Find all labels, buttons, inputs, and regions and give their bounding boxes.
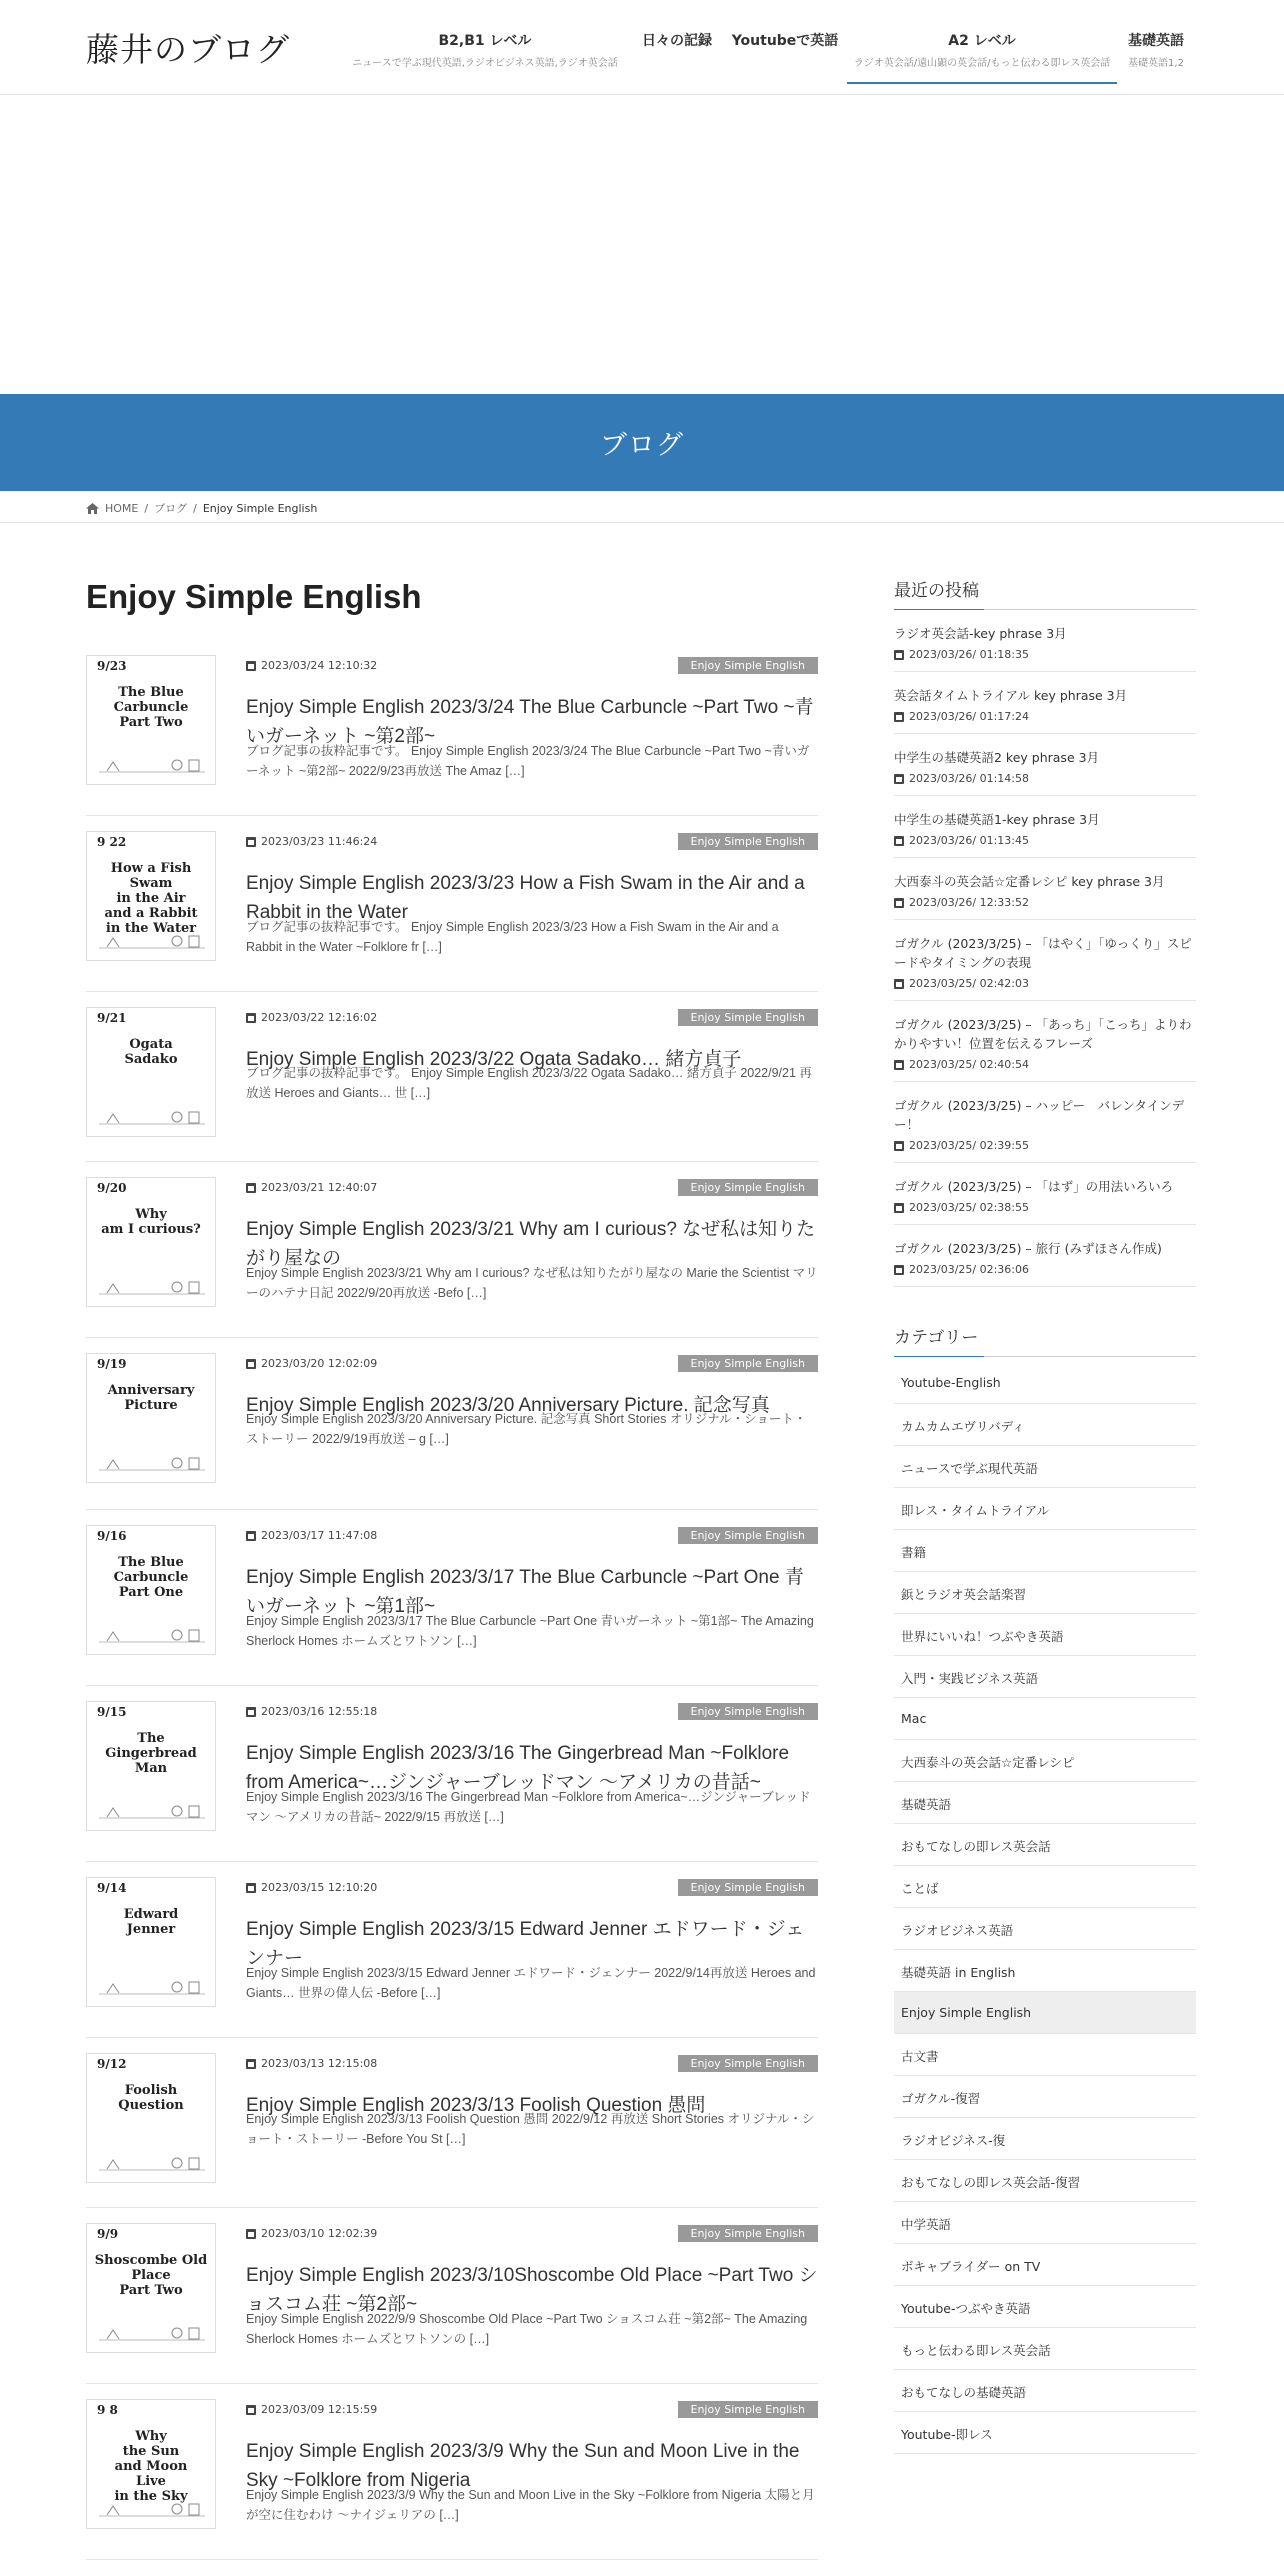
recent-post-date bbox=[894, 710, 1196, 723]
calendar-icon bbox=[246, 2059, 256, 2069]
category-item[interactable]: ことば bbox=[894, 1866, 1196, 1908]
site-header bbox=[0, 0, 1284, 95]
recent-post-item[interactable] bbox=[894, 858, 1196, 920]
category-item[interactable]: Youtube-即レス bbox=[894, 2412, 1196, 2454]
recent-post-item[interactable] bbox=[894, 610, 1196, 672]
category-item[interactable]: 古文書 bbox=[894, 2034, 1196, 2076]
post-date-text: 2023/03/17 11:47:08 bbox=[261, 1529, 378, 1542]
page-title: Enjoy Simple English bbox=[86, 578, 422, 615]
calendar-icon bbox=[246, 1883, 256, 1893]
calendar-icon bbox=[894, 712, 904, 722]
post-date-text: 2023/03/20 12:02:09 bbox=[261, 1357, 378, 1370]
categories-heading: カテゴリー bbox=[894, 1323, 1196, 1357]
nav-item-label: 日々の記録 bbox=[642, 33, 712, 49]
category-item[interactable]: ニュースで学ぶ現代英語 bbox=[894, 1446, 1196, 1488]
post-thumbnail[interactable] bbox=[86, 655, 216, 785]
thumbnail-illustration bbox=[99, 1454, 205, 1472]
category-item[interactable]: 即レス・タイムトライアル bbox=[894, 1488, 1196, 1530]
nav-item-b2b1[interactable] bbox=[350, 30, 620, 69]
recent-post-item[interactable] bbox=[894, 796, 1196, 858]
category-badge[interactable]: Enjoy Simple English bbox=[678, 1355, 819, 1372]
recent-post-title[interactable]: ゴガクル (2023/3/25) – 「あっち」「こっち」よりわかりやすい！位置を伝えるフレーズ bbox=[894, 1017, 1192, 1051]
calendar-icon bbox=[246, 2229, 256, 2239]
post-date-text: 2023/03/21 12:40:07 bbox=[261, 1181, 378, 1194]
category-item[interactable]: Youtube-つぶやき英語 bbox=[894, 2286, 1196, 2328]
calendar-icon bbox=[246, 661, 256, 671]
thumbnail-date: 9/12 bbox=[97, 2057, 127, 2071]
recent-post-item[interactable] bbox=[894, 1225, 1196, 1287]
nav-item-sub: ニュースで学ぶ現代英語,ラジオビジネス英語,ラジオ英会話 bbox=[352, 58, 618, 69]
category-item[interactable]: 中学英語 bbox=[894, 2202, 1196, 2244]
nav-item-label: 基礎英語 bbox=[1128, 33, 1184, 49]
category-item[interactable]: 基礎英語 bbox=[894, 1782, 1196, 1824]
recent-post-date bbox=[894, 1201, 1196, 1214]
post-excerpt: Enjoy Simple English 2023/3/20 Anniversary Picture. 記念写真 Short Stories オリジナル・ショート・ストーリー 2022/9/19再放送 – g […] bbox=[246, 1412, 807, 1446]
post-item bbox=[86, 1510, 818, 1686]
post-title-link[interactable]: Enjoy Simple English 2023/3/13 Foolish Question 愚問 bbox=[246, 2095, 706, 2116]
thumbnail-date: 9/19 bbox=[97, 1357, 127, 1371]
recent-post-item[interactable] bbox=[894, 1001, 1196, 1082]
post-title-link[interactable]: Enjoy Simple English 2023/3/9 Why the Sun and Moon Live in the Sky ~Folklore from Nigeria bbox=[246, 2441, 800, 2491]
post-date bbox=[246, 2227, 377, 2240]
category-badge[interactable]: Enjoy Simple English bbox=[678, 1009, 819, 1026]
category-item[interactable]: ラジオビジネス英語 bbox=[894, 1908, 1196, 1950]
nav-item-label: Youtubeで英語 bbox=[731, 33, 839, 49]
post-item bbox=[86, 1338, 818, 1510]
post-excerpt: Enjoy Simple English 2022/9/9 Shoscombe Old Place ~Part Two ショスコム荘 ~第2部~ The Amazing Sherlock Homes ホームズとワトソンの […] bbox=[246, 2312, 808, 2346]
recent-post-title[interactable]: ゴガクル (2023/3/25) – 「はず」の用法いろいろ bbox=[894, 1179, 1174, 1194]
sidebar bbox=[894, 576, 1196, 2454]
thumbnail-illustration bbox=[99, 756, 205, 774]
category-item[interactable]: Enjoy Simple English bbox=[894, 1992, 1196, 2034]
post-excerpt: Enjoy Simple English 2023/3/15 Edward Jenner エドワード・ジェンナー 2022/9/14再放送 Heroes and Giants… 世界の偉人伝 -Before […] bbox=[246, 1966, 816, 2000]
post-date bbox=[246, 1357, 377, 1370]
recent-post-item[interactable] bbox=[894, 1163, 1196, 1225]
thumbnail-title: Why am I curious? bbox=[101, 1207, 201, 1237]
calendar-icon bbox=[894, 836, 904, 846]
calendar-icon bbox=[894, 650, 904, 660]
recent-post-title[interactable]: 中学生の基礎英語2 key phrase 3月 bbox=[894, 750, 1100, 765]
post-date bbox=[246, 1181, 377, 1194]
post-date-text: 2023/03/13 12:15:08 bbox=[261, 2057, 378, 2070]
post-thumbnail[interactable] bbox=[86, 2053, 216, 2183]
recent-post-title[interactable]: 英会話タイムトライアル key phrase 3月 bbox=[894, 688, 1128, 703]
post-date bbox=[246, 659, 377, 672]
calendar-icon bbox=[894, 774, 904, 784]
post-thumbnail[interactable] bbox=[86, 1877, 216, 2007]
home-icon bbox=[86, 503, 99, 514]
post-excerpt: Enjoy Simple English 2023/3/13 Foolish Question 愚問 2022/9/12 再放送 Short Stories オリジナル・ショート・ストーリー -Before You St […] bbox=[246, 2112, 815, 2146]
recent-post-date-text: 2023/03/26/ 01:18:35 bbox=[909, 648, 1030, 661]
post-date-text: 2023/03/22 12:16:02 bbox=[261, 1011, 378, 1024]
post-thumbnail[interactable] bbox=[86, 1353, 216, 1483]
post-thumbnail[interactable] bbox=[86, 1701, 216, 1831]
category-item[interactable]: 書籍 bbox=[894, 1530, 1196, 1572]
post-date-text: 2023/03/10 12:02:39 bbox=[261, 2227, 378, 2240]
thumbnail-date: 9/14 bbox=[97, 1881, 127, 1895]
calendar-icon bbox=[894, 1141, 904, 1151]
category-item[interactable]: ラジオビジネス-復 bbox=[894, 2118, 1196, 2160]
thumbnail-illustration bbox=[99, 2500, 205, 2518]
category-item[interactable]: 入門・実践ビジネス英語 bbox=[894, 1656, 1196, 1698]
calendar-icon bbox=[894, 979, 904, 989]
post-list bbox=[86, 640, 818, 2560]
thumbnail-title: How a Fish Swam in the Air and a Rabbit in the Water bbox=[104, 861, 198, 936]
nav-item-label: B2,B1 レベル bbox=[438, 33, 532, 49]
post-excerpt: Enjoy Simple English 2023/3/9 Why the Sun and Moon Live in the Sky ~Folklore from Nigeria 太陽と月が空に住むわけ 〜ナイジェリアの […] bbox=[246, 2488, 815, 2522]
post-title-link[interactable]: Enjoy Simple English 2023/3/15 Edward Jenner エドワード・ジェンナー bbox=[246, 1919, 805, 1969]
post-item bbox=[86, 2384, 818, 2560]
thumbnail-date: 9 8 bbox=[97, 2403, 118, 2417]
nav-item-daily[interactable] bbox=[632, 30, 722, 50]
post-date-text: 2023/03/24 12:10:32 bbox=[261, 659, 378, 672]
post-excerpt: ブログ記事の抜粋記事です。 Enjoy Simple English 2023/3/24 The Blue Carbuncle ~Part Two ~青いガーネット ~第2部~ 2022/9/23再放送 The Amaz […] bbox=[246, 744, 810, 778]
post-title-link[interactable]: Enjoy Simple English 2023/3/21 Why am I curious? なぜ私は知りたがり屋なの bbox=[246, 1219, 816, 1269]
thumbnail-title: Anniversary Picture bbox=[107, 1383, 195, 1413]
breadcrumb-separator: / bbox=[144, 501, 149, 515]
category-badge[interactable]: Enjoy Simple English bbox=[678, 1703, 819, 1720]
thumbnail-illustration bbox=[99, 1108, 205, 1126]
thumbnail-date: 9/20 bbox=[97, 1181, 127, 1195]
breadcrumb-current: Enjoy Simple English bbox=[202, 501, 318, 515]
post-thumbnail[interactable] bbox=[86, 1525, 216, 1655]
thumbnail-illustration bbox=[99, 932, 205, 950]
category-item[interactable]: Youtube-English bbox=[894, 1362, 1196, 1404]
recent-post-title[interactable]: 中学生の基礎英語1-key phrase 3月 bbox=[894, 812, 1100, 827]
post-excerpt: Enjoy Simple English 2023/3/16 The Gingerbread Man ~Folklore from America~…ジンジャーブレッドマン 〜アメリカの昔話~ 2022/9/15 再放送 […] bbox=[246, 1790, 811, 1824]
thumbnail-illustration bbox=[99, 2324, 205, 2342]
post-item bbox=[86, 816, 818, 992]
thumbnail-title: Ogata Sadako bbox=[124, 1037, 178, 1067]
calendar-icon bbox=[894, 1060, 904, 1070]
nav-item-label: A2 レベル bbox=[948, 33, 1016, 49]
recent-post-date-text: 2023/03/26/ 01:17:24 bbox=[909, 710, 1030, 723]
recent-post-date bbox=[894, 896, 1196, 909]
recent-post-date bbox=[894, 772, 1196, 785]
recent-post-date-text: 2023/03/26/ 01:13:45 bbox=[909, 834, 1030, 847]
thumbnail-title: The Gingerbread Man bbox=[105, 1731, 197, 1776]
thumbnail-title: The Blue Carbuncle Part One bbox=[113, 1555, 189, 1600]
post-title-link[interactable]: Enjoy Simple English 2023/3/20 Anniversary Picture. 記念写真 bbox=[246, 1395, 770, 1416]
recent-posts-heading: 最近の投稿 bbox=[894, 576, 1196, 610]
recent-post-title[interactable]: 大西泰斗の英会話☆定番レシピ key phrase 3月 bbox=[894, 874, 1165, 889]
category-badge[interactable]: Enjoy Simple English bbox=[678, 2055, 819, 2072]
post-thumbnail[interactable] bbox=[86, 1177, 216, 1307]
breadcrumb-blog[interactable]: ブログ bbox=[154, 502, 188, 515]
recent-post-date-text: 2023/03/25/ 02:39:55 bbox=[909, 1139, 1030, 1152]
post-item bbox=[86, 1862, 818, 2038]
category-badge[interactable]: Enjoy Simple English bbox=[678, 2401, 819, 2418]
recent-posts-list bbox=[894, 610, 1196, 1287]
calendar-icon bbox=[246, 1707, 256, 1717]
post-date bbox=[246, 1529, 377, 1542]
recent-post-date bbox=[894, 1058, 1196, 1071]
calendar-icon bbox=[246, 2405, 256, 2415]
nav-item-sub: 基礎英語1,2 bbox=[1128, 58, 1184, 69]
post-title-link[interactable]: Enjoy Simple English 2023/3/17 The Blue Carbuncle ~Part One 青いガーネット ~第1部~ bbox=[246, 1567, 804, 1617]
thumbnail-title: The Blue Carbuncle Part Two bbox=[113, 685, 189, 730]
category-item[interactable]: Mac bbox=[894, 1698, 1196, 1740]
post-thumbnail[interactable] bbox=[86, 2399, 216, 2529]
recent-post-date-text: 2023/03/26/ 01:14:58 bbox=[909, 772, 1030, 785]
recent-post-date-text: 2023/03/25/ 02:40:54 bbox=[909, 1058, 1030, 1071]
category-item[interactable]: おもてなしの即レス英会話 bbox=[894, 1824, 1196, 1866]
post-excerpt: Enjoy Simple English 2023/3/21 Why am I curious? なぜ私は知りたがり屋なの Marie the Scientist マリーのハテナ日記 2022/9/20再放送 -Befo […] bbox=[246, 1266, 818, 1300]
banner-title: ブログ bbox=[600, 430, 684, 461]
breadcrumb bbox=[0, 491, 1284, 523]
thumbnail-illustration bbox=[99, 1626, 205, 1644]
recent-post-date-text: 2023/03/25/ 02:36:06 bbox=[909, 1263, 1030, 1276]
post-date-text: 2023/03/23 11:46:24 bbox=[261, 835, 378, 848]
recent-post-date bbox=[894, 1139, 1196, 1152]
nav-item-youtube[interactable] bbox=[730, 30, 840, 50]
post-title-link[interactable]: Enjoy Simple English 2023/3/16 The Gingerbread Man ~Folklore from America~…ジンジャーブレッドマン 〜アメリカの昔話~ bbox=[246, 1743, 790, 1793]
post-date-text: 2023/03/16 12:55:18 bbox=[261, 1705, 378, 1718]
thumbnail-illustration bbox=[99, 1802, 205, 1820]
post-thumbnail[interactable] bbox=[86, 1007, 216, 1137]
breadcrumb-separator: / bbox=[193, 501, 197, 515]
post-date-text: 2023/03/09 12:15:59 bbox=[261, 2403, 378, 2416]
nav-item-basic[interactable] bbox=[1120, 30, 1192, 69]
category-list bbox=[894, 1362, 1196, 2454]
recent-post-date bbox=[894, 834, 1196, 847]
post-excerpt: Enjoy Simple English 2023/3/17 The Blue Carbuncle ~Part One 青いガーネット ~第1部~ The Amazing Sherlock Homes ホームズとワトソン […] bbox=[246, 1614, 814, 1648]
category-badge[interactable]: Enjoy Simple English bbox=[678, 657, 819, 674]
thumbnail-title: Why the Sun and Moon Live in the Sky bbox=[114, 2429, 188, 2504]
thumbnail-title: Shoscombe Old Place Part Two bbox=[94, 2253, 208, 2298]
calendar-icon bbox=[246, 1013, 256, 1023]
category-item[interactable]: ゴガクル-復習 bbox=[894, 2076, 1196, 2118]
category-item[interactable]: カムカムエヴリバディ bbox=[894, 1404, 1196, 1446]
post-item bbox=[86, 2038, 818, 2208]
post-date bbox=[246, 835, 377, 848]
category-badge[interactable]: Enjoy Simple English bbox=[678, 1879, 819, 1896]
recent-post-title[interactable]: ゴガクル (2023/3/25) – ハッピー バレンタインデー！ bbox=[894, 1098, 1185, 1132]
thumbnail-title: Foolish Question bbox=[118, 2083, 184, 2113]
site-logo[interactable]: 藤井のブログ bbox=[86, 30, 290, 69]
recent-post-date-text: 2023/03/26/ 12:33:52 bbox=[909, 896, 1030, 909]
post-item bbox=[86, 2208, 818, 2384]
thumbnail-date: 9/23 bbox=[97, 659, 127, 673]
thumbnail-date: 9/15 bbox=[97, 1705, 127, 1719]
post-item bbox=[86, 1162, 818, 1338]
category-item[interactable]: 基礎英語 in English bbox=[894, 1950, 1196, 1992]
thumbnail-date: 9 22 bbox=[97, 835, 127, 849]
thumbnail-illustration bbox=[99, 2154, 205, 2172]
post-date bbox=[246, 1011, 377, 1024]
category-item[interactable]: おもてなしの基礎英語 bbox=[894, 2370, 1196, 2412]
thumbnail-illustration bbox=[99, 1978, 205, 1996]
calendar-icon bbox=[246, 837, 256, 847]
post-title-link[interactable]: Enjoy Simple English 2023/3/24 The Blue Carbuncle ~Part Two ~青いガーネット ~第2部~ bbox=[246, 697, 814, 747]
thumbnail-title: Edward Jenner bbox=[123, 1907, 179, 1937]
calendar-icon bbox=[246, 1183, 256, 1193]
calendar-icon bbox=[246, 1359, 256, 1369]
post-thumbnail[interactable] bbox=[86, 2223, 216, 2353]
post-title-link[interactable]: Enjoy Simple English 2023/3/23 How a Fish Swam in the Air and a Rabbit in the Water bbox=[246, 873, 805, 923]
recent-post-date bbox=[894, 977, 1196, 990]
category-item[interactable]: ボキャブライダー on TV bbox=[894, 2244, 1196, 2286]
calendar-icon bbox=[894, 898, 904, 908]
post-date bbox=[246, 2057, 377, 2070]
recent-post-title[interactable]: ラジオ英会話-key phrase 3月 bbox=[894, 626, 1067, 641]
category-item[interactable]: 鋲とラジオ英会話楽習 bbox=[894, 1572, 1196, 1614]
post-title-link[interactable]: Enjoy Simple English 2023/3/22 Ogata Sadako… 緒方貞子 bbox=[246, 1049, 742, 1070]
post-item bbox=[86, 1686, 818, 1862]
category-item[interactable]: 世界にいいね！つぶやき英語 bbox=[894, 1614, 1196, 1656]
post-date-text: 2023/03/15 12:10:20 bbox=[261, 1881, 378, 1894]
recent-post-item[interactable] bbox=[894, 1082, 1196, 1163]
recent-post-title[interactable]: ゴガクル (2023/3/25) – 旅行 (みずほさん作成) bbox=[894, 1241, 1162, 1256]
post-item bbox=[86, 640, 818, 816]
thumbnail-date: 9/16 bbox=[97, 1529, 127, 1543]
post-date bbox=[246, 2403, 377, 2416]
thumbnail-date: 9/9 bbox=[97, 2227, 119, 2241]
recent-post-item[interactable] bbox=[894, 920, 1196, 1001]
category-badge[interactable]: Enjoy Simple English bbox=[678, 833, 819, 850]
category-item[interactable]: おもてなしの即レス英会話-復習 bbox=[894, 2160, 1196, 2202]
breadcrumb-home[interactable]: HOME bbox=[105, 501, 139, 515]
category-item[interactable]: 大西泰斗の英会話☆定番レシピ bbox=[894, 1740, 1196, 1782]
category-badge[interactable]: Enjoy Simple English bbox=[678, 1527, 819, 1544]
nav-item-sub: ラジオ英会話/遠山顕の英会話/もっと伝わる即レス英会話 bbox=[853, 58, 1111, 69]
recent-post-item[interactable] bbox=[894, 734, 1196, 796]
recent-post-date-text: 2023/03/25/ 02:38:55 bbox=[909, 1201, 1030, 1214]
recent-post-date bbox=[894, 1263, 1196, 1276]
calendar-icon bbox=[894, 1265, 904, 1275]
post-date bbox=[246, 1705, 377, 1718]
recent-post-item[interactable] bbox=[894, 672, 1196, 734]
calendar-icon bbox=[246, 1531, 256, 1541]
category-badge[interactable]: Enjoy Simple English bbox=[678, 1179, 819, 1196]
recent-post-date bbox=[894, 648, 1196, 661]
recent-post-title[interactable]: ゴガクル (2023/3/25) – 「はやく」「ゆっくり」スピードやタイミングの表現 bbox=[894, 936, 1192, 970]
post-thumbnail[interactable] bbox=[86, 831, 216, 961]
post-item bbox=[86, 992, 818, 1162]
recent-post-date-text: 2023/03/25/ 02:42:03 bbox=[909, 977, 1030, 990]
thumbnail-date: 9/21 bbox=[97, 1011, 127, 1025]
post-title-link[interactable]: Enjoy Simple English 2023/3/10Shoscombe Old Place ~Part Two ショスコム荘 ~第2部~ bbox=[246, 2265, 818, 2315]
post-excerpt: ブログ記事の抜粋記事です。 Enjoy Simple English 2023/3/23 How a Fish Swam in the Air and a Rabbit in the Water ~Folklore fr […] bbox=[246, 920, 779, 954]
thumbnail-illustration bbox=[99, 1278, 205, 1296]
page-header-banner bbox=[0, 394, 1284, 491]
category-item[interactable]: もっと伝わる即レス英会話 bbox=[894, 2328, 1196, 2370]
calendar-icon bbox=[894, 1203, 904, 1213]
category-badge[interactable]: Enjoy Simple English bbox=[678, 2225, 819, 2242]
nav-item-a2[interactable] bbox=[847, 30, 1117, 84]
ad-space bbox=[0, 96, 1284, 394]
post-date bbox=[246, 1881, 377, 1894]
post-excerpt: ブログ記事の抜粋記事です。 Enjoy Simple English 2023/3/22 Ogata Sadako… 緒方貞子 2022/9/21 再放送 Heroes and Giants… 世 […] bbox=[246, 1066, 812, 1100]
